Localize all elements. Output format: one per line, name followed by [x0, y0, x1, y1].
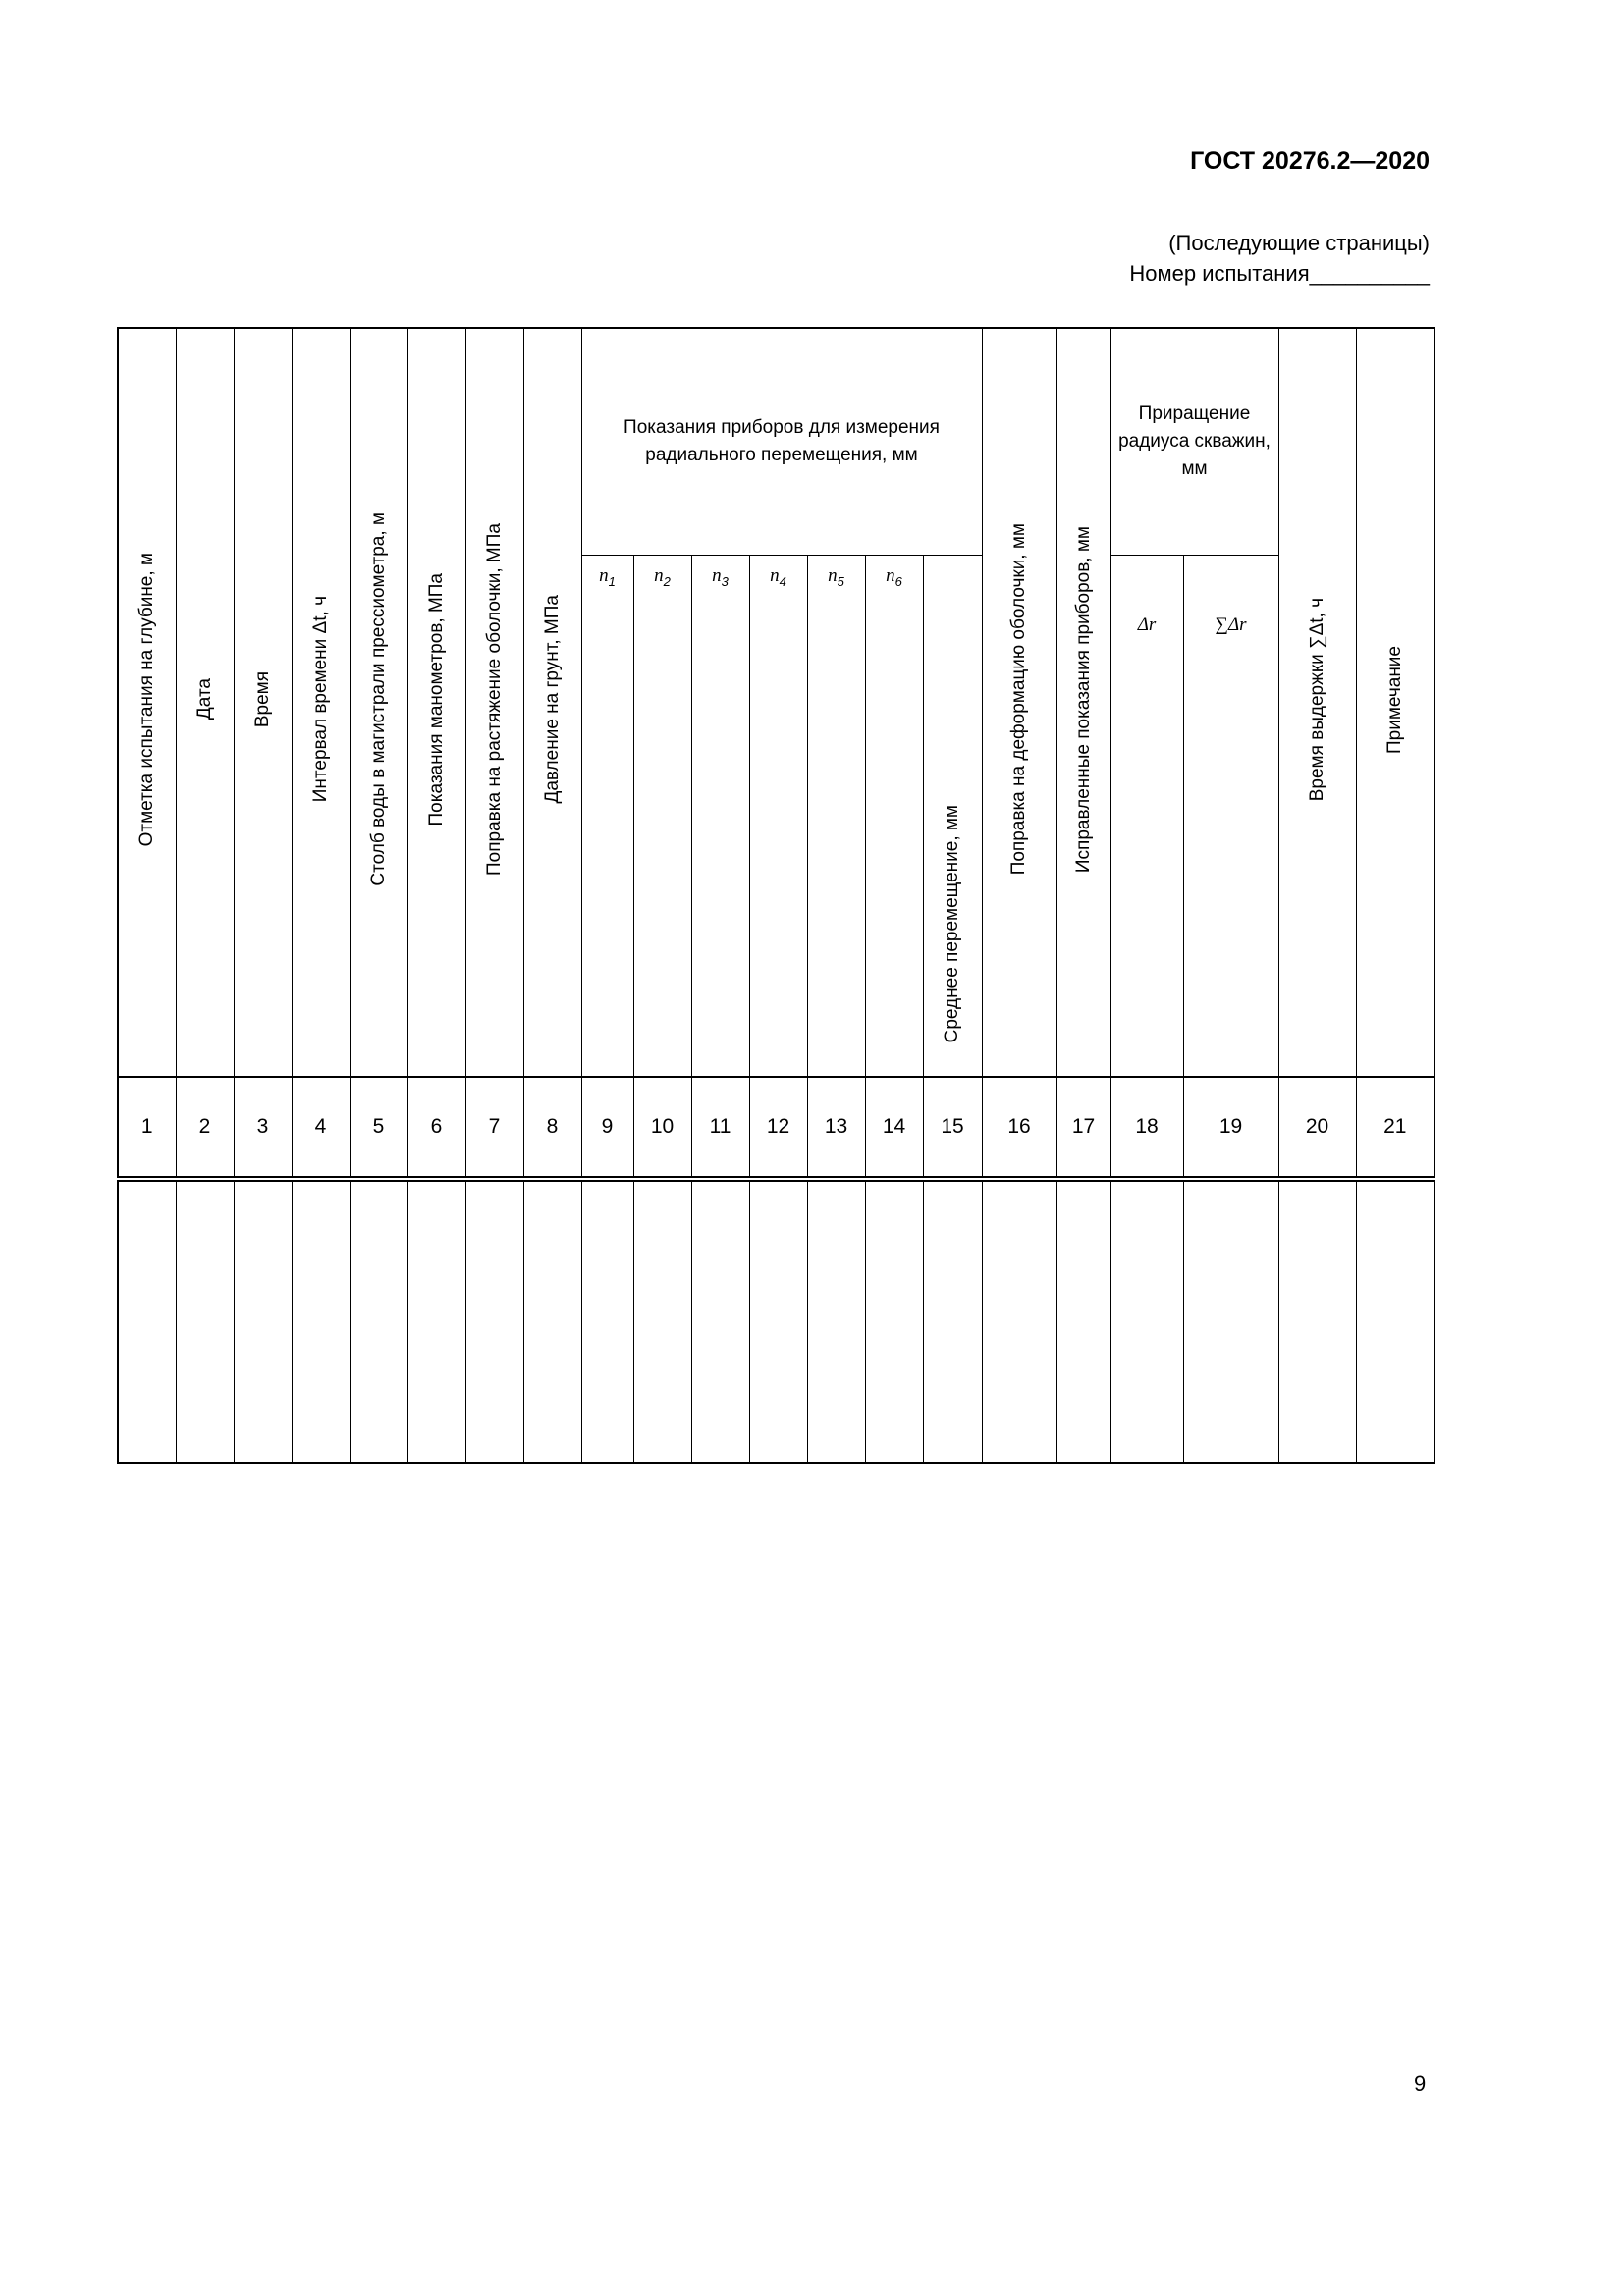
header-cell [118, 328, 176, 1077]
table-cell[interactable] [292, 1179, 350, 1463]
column-number: 13 [807, 1077, 865, 1179]
header-cell [407, 328, 465, 1077]
header-label: Примечание [1383, 645, 1405, 754]
table-cell[interactable] [1110, 1179, 1183, 1463]
column-number: 21 [1356, 1077, 1435, 1179]
column-number: 12 [749, 1077, 807, 1179]
table-cell[interactable] [407, 1179, 465, 1463]
header-n3: $n_3$ [691, 555, 749, 1077]
header-cell [1356, 328, 1435, 1077]
column-number: 15 [923, 1077, 982, 1179]
radial-displacement-group: Показания приборов для измерения радиального перемещения, мм [581, 328, 982, 555]
header-n2: $n_2$ [633, 555, 691, 1077]
table-cell[interactable] [749, 1179, 807, 1463]
column-number: 18 [1110, 1077, 1183, 1179]
header-cell [234, 328, 292, 1077]
table-cell[interactable] [633, 1179, 691, 1463]
table-cell[interactable] [118, 1179, 176, 1463]
test-log-table [117, 327, 1435, 1464]
table-cell[interactable] [581, 1179, 633, 1463]
column-number: 10 [633, 1077, 691, 1179]
column-number: 4 [292, 1077, 350, 1179]
column-number: 2 [176, 1077, 234, 1179]
header-n1: $n_1$ [581, 555, 633, 1077]
header-cell [923, 555, 982, 1077]
header-label: Время выдержки ∑Δt, ч [1306, 597, 1327, 802]
radius-increment-group: Приращение радиуса скважин, мм [1110, 328, 1278, 555]
page-number: 9 [1414, 2071, 1427, 2096]
column-number: 1 [118, 1077, 176, 1179]
header-cell [465, 328, 523, 1077]
header-n6: $n_6$ [865, 555, 923, 1077]
header-cell [292, 328, 350, 1077]
column-number-row [118, 1077, 1435, 1179]
header-row-1 [118, 328, 1435, 555]
subtitle [1129, 228, 1430, 289]
table-cell[interactable] [1183, 1179, 1278, 1463]
table-cell[interactable] [523, 1179, 581, 1463]
table-cell[interactable] [1278, 1179, 1356, 1463]
header-label: ∑Δr [1215, 614, 1247, 635]
column-number: 8 [523, 1077, 581, 1179]
header-delta-r [1110, 555, 1183, 1077]
table-cell[interactable] [234, 1179, 292, 1463]
header-label: Исправленные показания приборов, мм [1072, 525, 1094, 874]
header-sum-delta-r [1183, 555, 1278, 1077]
column-number: 6 [407, 1077, 465, 1179]
header-cell [523, 328, 581, 1077]
subsequent-pages-label: (Последующие страницы) [1168, 231, 1430, 255]
table-cell[interactable] [1356, 1179, 1435, 1463]
header-label: Давление на грунт, МПа [541, 595, 563, 804]
column-number: 11 [691, 1077, 749, 1179]
column-number: 14 [865, 1077, 923, 1179]
header-label: Показания манометров, МПа [425, 572, 447, 827]
header-label: Δr [1137, 614, 1157, 635]
table-cell[interactable] [807, 1179, 865, 1463]
header-cell [982, 328, 1056, 1077]
test-number-label: Номер испытания__________ [1129, 261, 1430, 286]
table-row [118, 1179, 1435, 1463]
column-number: 19 [1183, 1077, 1278, 1179]
header-cell [176, 328, 234, 1077]
header-label: Поправка на деформацию оболочки, мм [1008, 523, 1029, 876]
table-cell[interactable] [350, 1179, 407, 1463]
header-label: Столб воды в магистрали прессиометра, м [367, 512, 389, 886]
header-n5: $n_5$ [807, 555, 865, 1077]
column-number: 20 [1278, 1077, 1356, 1179]
column-number: 16 [982, 1077, 1056, 1179]
header-label: Поправка на растяжение оболочки, МПа [483, 523, 505, 876]
column-number: 17 [1056, 1077, 1110, 1179]
header-label: Среднее перемещение, мм [942, 804, 962, 1042]
column-number: 3 [234, 1077, 292, 1179]
column-number: 5 [350, 1077, 407, 1179]
header-label: Время [251, 670, 273, 728]
column-number: 9 [581, 1077, 633, 1179]
table-cell[interactable] [865, 1179, 923, 1463]
table-cell[interactable] [691, 1179, 749, 1463]
table-cell[interactable] [176, 1179, 234, 1463]
document-code: ГОСТ 20276.2—2020 [1190, 147, 1430, 175]
table-cell[interactable] [1056, 1179, 1110, 1463]
column-number: 7 [465, 1077, 523, 1179]
header-cell [1278, 328, 1356, 1077]
header-cell [1056, 328, 1110, 1077]
header-n4: $n_4$ [749, 555, 807, 1077]
header-cell [350, 328, 407, 1077]
table-cell[interactable] [982, 1179, 1056, 1463]
table-cell[interactable] [923, 1179, 982, 1463]
header-label: Интервал времени Δt, ч [309, 596, 331, 803]
table-cell[interactable] [465, 1179, 523, 1463]
header-label: Дата [193, 678, 215, 721]
header-label: Отметка испытания на глубине, м [135, 552, 157, 847]
